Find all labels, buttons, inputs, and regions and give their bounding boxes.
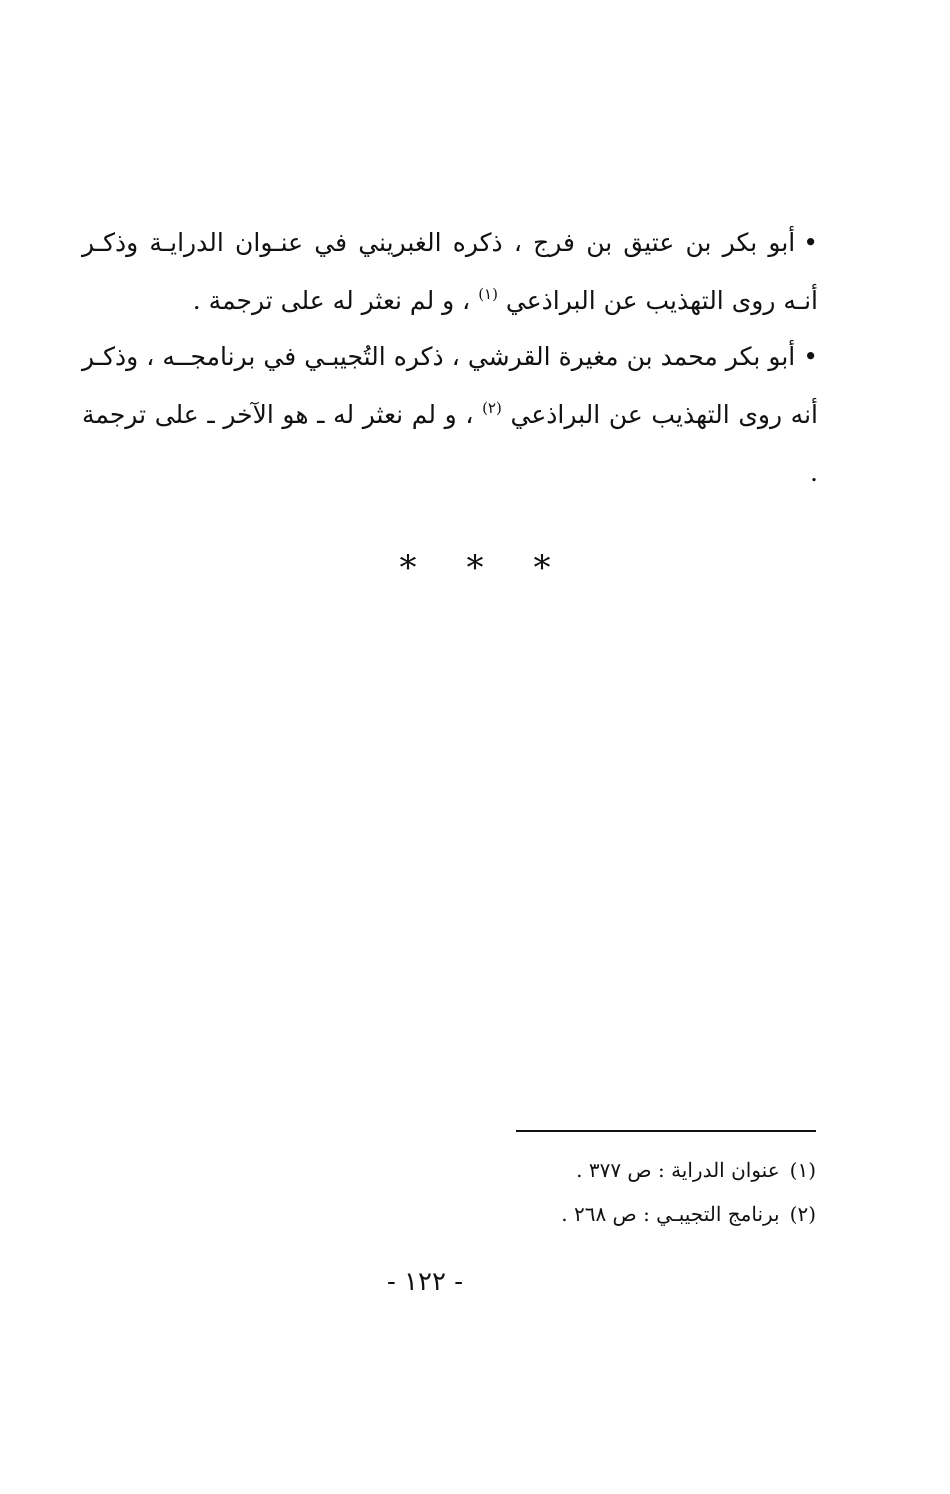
footnote-marker: (١) xyxy=(478,285,498,303)
asterisk: * xyxy=(533,548,551,588)
footnote-number: (٢) xyxy=(789,1202,816,1226)
asterisk: * xyxy=(466,548,484,588)
footnote-text: برنامج التجيبـي : ص ٢٦٨ . xyxy=(561,1202,780,1226)
entry-text: أبو بكر محمد بن مغيرة القرشي ، ذكره التُجيبـي في برنامجــه ، وذكـر أنه روى التهذيب عن البراذعي xyxy=(82,342,818,429)
footnote xyxy=(500,1148,816,1192)
footnote-text: عنوان الدراية : ص ٣٧٧ . xyxy=(576,1158,780,1182)
entry-text-continued: ، و لم نعثر له على ترجمة . xyxy=(192,286,471,315)
bullet: • xyxy=(803,342,818,371)
footnote-divider xyxy=(516,1130,816,1132)
entry-text-continued: ، و لم نعثر له ـ هو الآخر ـ على ترجمة . xyxy=(82,400,818,487)
footnote-number: (١) xyxy=(789,1158,816,1182)
section-separator xyxy=(0,548,950,588)
footnotes xyxy=(500,1148,816,1236)
asterisk: * xyxy=(399,548,417,588)
biography-entry xyxy=(82,214,818,330)
footnote-marker: (٢) xyxy=(482,399,502,417)
footnote xyxy=(500,1192,816,1236)
entry-text: أبو بكر بن عتيق بن فرج ، ذكره الغبريني في عنـوان الدرايـة وذكـر أنـه روى التهذيب عن البراذعي xyxy=(82,228,818,315)
bullet: • xyxy=(803,228,818,257)
biography-entry xyxy=(82,328,818,502)
page-number: - ١٢٢ - xyxy=(386,1267,464,1297)
